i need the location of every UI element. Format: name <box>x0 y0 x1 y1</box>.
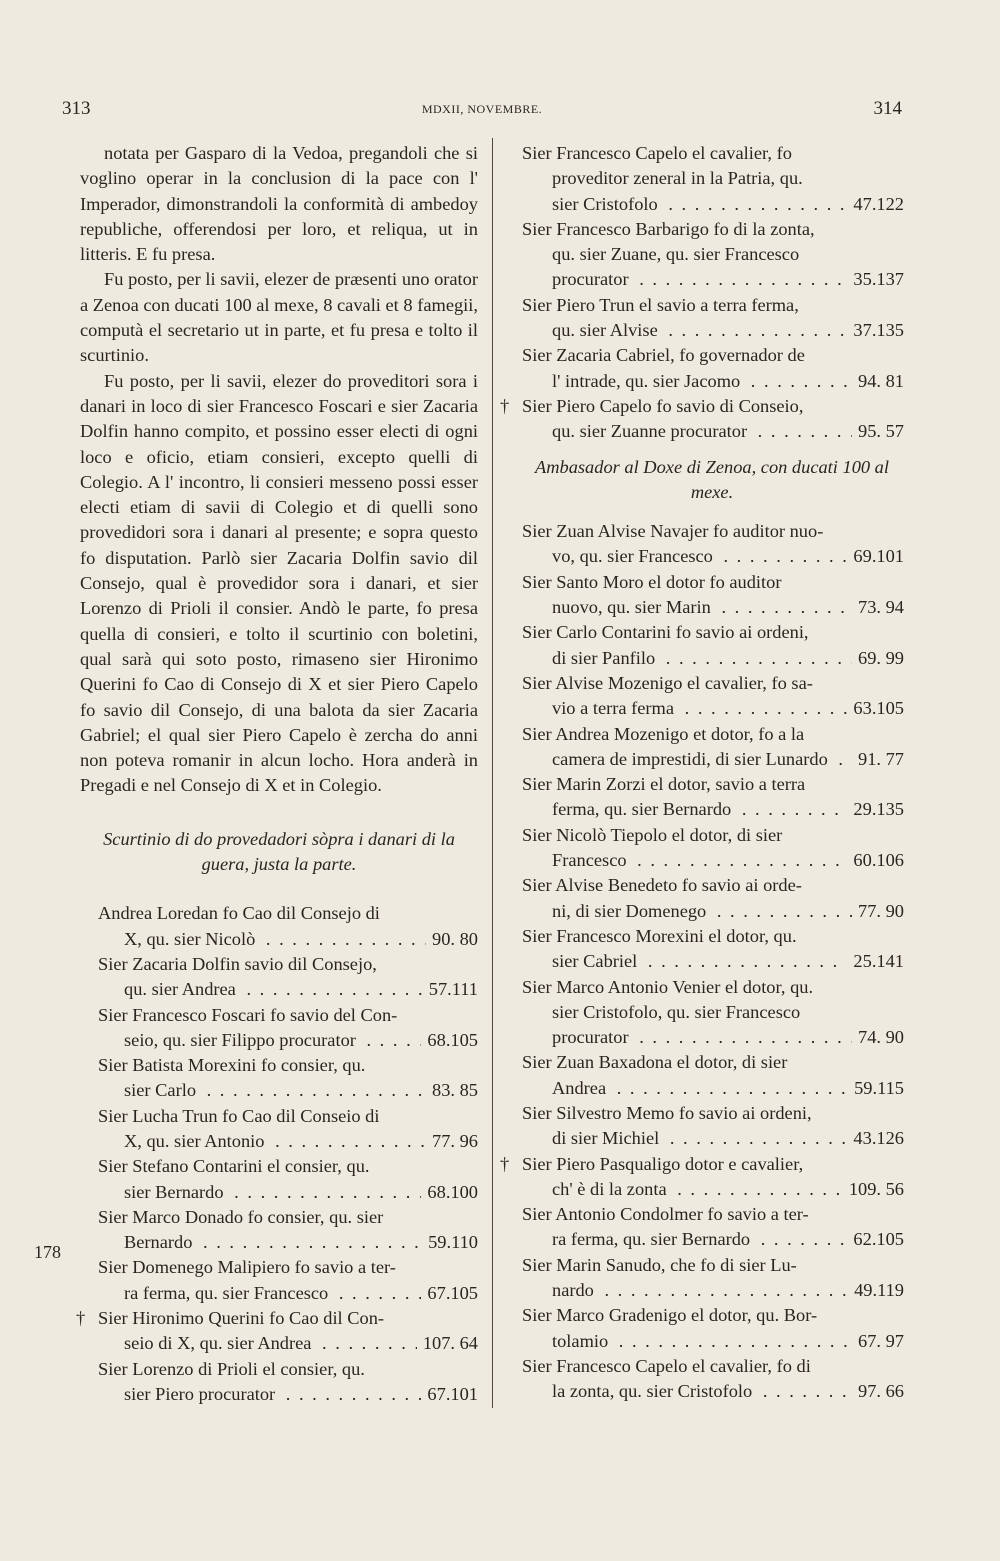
entry-name: Sier Lucha Trun fo Cao dil Conseio di <box>98 1105 380 1126</box>
list-item <box>520 570 904 621</box>
ambassador-list <box>500 519 904 1404</box>
entry-name: Sier Piero Trun el savio a terra ferma, <box>522 294 799 315</box>
entry-name-continued: qu. sier Zuane, qu. sier Francesco <box>552 244 800 265</box>
entry-detail: qu. sier Zuanne procurator <box>552 421 751 441</box>
list-item <box>76 1306 478 1357</box>
vote-count: 91. 77 <box>852 747 904 772</box>
entry-detail: sier Cristofolo <box>552 194 662 214</box>
entry-name-continued: sier Cristofolo, qu. sier Francesco <box>552 1001 801 1022</box>
page-header <box>62 98 902 122</box>
scrutiny-list <box>76 901 478 1407</box>
entry-detail: ferma, qu. sier Bernardo <box>552 799 735 819</box>
left-page-number: 313 <box>62 98 91 119</box>
entry-name: Sier Antonio Condolmer fo savio a ter- <box>522 1204 809 1225</box>
entry-name: Sier Francesco Capelo el cavalier, fo <box>522 143 792 163</box>
dagger-mark: † <box>500 1153 510 1174</box>
entry-name: Sier Francesco Barbarigo fo di la zonta, <box>522 218 815 239</box>
vote-count: 69.101 <box>847 544 904 569</box>
list-item <box>80 952 478 1003</box>
entry-detail: tolamio <box>552 1331 612 1351</box>
list-item <box>520 217 904 293</box>
entry-name: Sier Silvestro Memo fo savio ai ordeni, <box>522 1102 812 1123</box>
vote-count: 67.105 <box>421 1281 478 1306</box>
vote-count: 73. 94 <box>852 595 904 620</box>
entry-name: Sier Francesco Capelo el cavalier, fo di <box>522 1355 811 1376</box>
vote-count: 77. 90 <box>852 899 904 924</box>
entry-detail: l' intrade, qu. sier Jacomo <box>552 371 744 391</box>
vote-count: 74. 90 <box>852 1025 904 1050</box>
entry-detail: ni, di sier Domenego <box>552 901 710 921</box>
entry-detail: seio di X, qu. sier Andrea <box>124 1333 315 1353</box>
entry-detail: di sier Michiel <box>552 1128 663 1148</box>
vote-count: 47.122 <box>847 192 904 217</box>
vote-count: 63.105 <box>847 696 904 721</box>
entry-name: Sier Hironimo Querini fo Cao dil Con- <box>98 1308 385 1329</box>
list-item <box>520 1101 904 1152</box>
right-column <box>500 141 904 1405</box>
list-item <box>520 772 904 823</box>
vote-count: 107. 64 <box>417 1331 478 1356</box>
entry-name: Sier Francesco Morexini el dotor, qu. <box>522 925 797 946</box>
list-item <box>80 1003 478 1054</box>
paragraph: Fu posto, per li savii, elezer de præsenti uno orator a Zenoa con ducati 100 al mexe, 8 cavali et 8 famegii, computà el secretario ut in parte, et fu presa e tolto il scurtinio. <box>80 269 478 366</box>
list-item <box>520 1202 904 1253</box>
entry-detail: sier Cabriel <box>552 951 641 971</box>
list-item <box>80 1205 478 1256</box>
list-item <box>520 671 904 722</box>
entry-name: Sier Marco Donado fo consier, qu. sier <box>98 1206 384 1227</box>
dagger-mark: † <box>76 1308 86 1329</box>
vote-count: 59.110 <box>422 1230 478 1255</box>
entry-detail: nuovo, qu. sier Marin <box>552 597 715 617</box>
vote-count: 62.105 <box>847 1227 904 1252</box>
list-item <box>520 924 904 975</box>
vote-count: 35.137 <box>847 267 904 292</box>
list-item <box>520 975 904 1051</box>
vote-count: 68.105 <box>421 1028 478 1053</box>
entry-detail: Andrea <box>552 1078 610 1098</box>
list-item <box>80 1357 478 1408</box>
list-item <box>520 1303 904 1354</box>
entry-detail: vo, qu. sier Francesco <box>552 546 717 566</box>
entry-name: Sier Piero Pasqualigo dotor e cavalier, <box>522 1153 804 1174</box>
entry-detail: la zonta, qu. sier Cristofolo <box>552 1381 756 1401</box>
list-item <box>80 1255 478 1306</box>
entry-detail: X, qu. sier Antonio <box>124 1131 268 1151</box>
scrutiny-list-continued <box>500 141 904 445</box>
list-item <box>500 394 904 445</box>
entry-name: Sier Domenego Malipiero fo savio a ter- <box>98 1257 396 1278</box>
vote-count: 43.126 <box>847 1126 904 1151</box>
list-item <box>80 901 478 952</box>
vote-count: 25.141 <box>847 949 904 974</box>
list-item <box>520 722 904 773</box>
entry-detail: ch' è di la zonta <box>552 1179 671 1199</box>
vote-count: 37.135 <box>847 318 904 343</box>
vote-count: 83. 85 <box>426 1078 478 1103</box>
left-column <box>76 141 478 1407</box>
entry-name: Sier Zacaria Dolfin savio dil Consejo, <box>98 953 377 974</box>
entry-detail: procurator <box>552 269 633 289</box>
entry-detail: vio a terra ferma <box>552 698 678 718</box>
vote-count: 59.115 <box>848 1076 904 1101</box>
entry-name: Sier Alvise Benedeto fo savio ai orde- <box>522 875 802 896</box>
vote-count: 60.106 <box>847 848 904 873</box>
entry-name: Sier Andrea Mozenigo et dotor, fo a la <box>522 723 805 744</box>
entry-name: Sier Marco Gradenigo el dotor, qu. Bor- <box>522 1305 818 1326</box>
entry-detail: sier Carlo <box>124 1080 200 1100</box>
entry-detail: X, qu. sier Nicolò <box>124 929 259 949</box>
running-title: MDXII, NOVEMBRE. <box>421 102 543 116</box>
vote-count: 90. 80 <box>426 927 478 952</box>
list-item <box>500 1152 904 1203</box>
column-divider <box>492 138 493 1408</box>
vote-count: 67.101 <box>421 1382 478 1407</box>
entry-detail: sier Bernardo <box>124 1182 228 1202</box>
entry-name-continued: proveditor zeneral in la Patria, qu. <box>552 168 803 189</box>
vote-count: 67. 97 <box>852 1329 904 1354</box>
entry-detail: nardo <box>552 1280 598 1300</box>
vote-count: 68.100 <box>421 1180 478 1205</box>
vote-count: 95. 57 <box>852 419 904 444</box>
entry-detail: di sier Panfilo <box>552 648 659 668</box>
entry-name: Sier Marco Antonio Venier el dotor, qu. <box>522 976 814 997</box>
entry-name: Sier Lorenzo di Prioli el consier, qu. <box>98 1358 365 1379</box>
entry-detail: ra ferma, qu. sier Francesco <box>124 1283 332 1303</box>
list-item <box>520 1050 904 1101</box>
right-page-number: 314 <box>873 98 902 119</box>
entry-name: Sier Batista Morexini fo consier, qu. <box>98 1055 366 1076</box>
vote-count: 29.135 <box>847 797 904 822</box>
entry-detail: sier Piero procurator <box>124 1384 279 1404</box>
entry-name: Sier Zacaria Cabriel, fo governador de <box>522 345 805 366</box>
entry-detail: qu. sier Andrea <box>124 979 240 999</box>
list-item <box>80 1104 478 1155</box>
section-heading: Ambasador al Doxe di Zenoa, con ducati 100 al mexe. <box>535 456 889 502</box>
paragraph: notata per Gasparo di la Vedoa, pregandoli che si voglino operar in la conclusion di la pace con l' Imperador, dimonstrandoli la conformità di ambedoy republiche, offerendosi per loro, et reliqua, ut in litteris. E fu presa. <box>80 143 478 265</box>
list-item <box>520 1253 904 1304</box>
entry-detail: qu. sier Alvise <box>552 320 662 340</box>
entry-name: Sier Marin Sanudo, che fo di sier Lu- <box>522 1254 797 1275</box>
entry-name: Sier Zuan Alvise Navajer fo auditor nuo- <box>522 521 824 542</box>
vote-count: 109. 56 <box>843 1177 904 1202</box>
entry-name: Sier Alvise Mozenigo el cavalier, fo sa- <box>522 672 813 693</box>
dagger-mark: † <box>500 395 510 416</box>
list-item <box>520 141 904 217</box>
entry-name: Sier Stefano Contarini el consier, qu. <box>98 1156 370 1177</box>
section-heading: Scurtinio di do provedadori sòpra i danari di la guera, justa la parte. <box>103 828 455 875</box>
entry-detail: Francesco <box>552 850 631 870</box>
vote-count: 69. 99 <box>852 646 904 671</box>
entry-name: Sier Zuan Baxadona el dotor, di sier <box>522 1052 788 1073</box>
entry-detail: ra ferma, qu. sier Bernardo <box>552 1229 754 1249</box>
entry-name: Andrea Loredan fo Cao dil Consejo di <box>98 903 380 924</box>
entry-detail: Bernardo <box>124 1232 196 1252</box>
entry-detail: seio, qu. sier Filippo procurator <box>124 1030 360 1050</box>
list-item <box>520 823 904 874</box>
vote-count: 97. 66 <box>852 1379 904 1404</box>
paragraph: Fu posto, per li savii, elezer do proveditori sora i danari in loco di sier Francesco Foscari e sier Zacaria Dolfin hanno compito, et possino esser electi di ogni loco e oficio, etiam consieri, excepto quelli di Colegio. A l' incontro, li consieri messeno possi esser electi etiam di savii di Colegio et di quelli sono provedidori sora i danari al presente; e sopra questo fo disputation. Parlò sier Zacaria Dolfin savio dil Consejo, qual è provedidor sora i danari, et sier Lorenzo di Prioli il consier. Andò le parte, fo presa quella di consieri, e tolto il scurtinio con boletini, qual sarà qui soto posto, rimaseno sier Hironimo Querini fo Cao di Consejo di X et sier Piero Capelo fo savio dil Consejo, di una balota da sier Zacaria Gabriel; el qual sier Piero Capelo è zercha do anni non poteva romanir in alcun locho. Hora anderà in Pregadi e nel Consejo di X et in Colegio. <box>80 370 478 796</box>
vote-count: 94. 81 <box>852 369 904 394</box>
list-item <box>520 620 904 671</box>
margin-note: 178 <box>34 1242 61 1262</box>
vote-count: 57.111 <box>423 977 478 1002</box>
entry-detail: procurator <box>552 1027 633 1047</box>
entry-name: Sier Santo Moro el dotor fo auditor <box>522 571 782 592</box>
list-item <box>520 293 904 344</box>
entry-detail: camera de imprestidi, di sier Lunardo <box>552 749 832 769</box>
vote-count: 49.119 <box>848 1278 904 1303</box>
entry-name: Sier Nicolò Tiepolo el dotor, di sier <box>522 824 783 845</box>
entry-name: Sier Marin Zorzi el dotor, savio a terra <box>522 774 806 795</box>
list-item <box>520 1354 904 1405</box>
list-item <box>520 343 904 394</box>
list-item <box>520 873 904 924</box>
list-item <box>80 1154 478 1205</box>
entry-name: Sier Piero Capelo fo savio di Conseio, <box>522 395 804 416</box>
list-item <box>80 1053 478 1104</box>
vote-count: 77. 96 <box>426 1129 478 1154</box>
entry-name: Sier Francesco Foscari fo savio del Con- <box>98 1004 398 1025</box>
list-item <box>520 519 904 570</box>
entry-name: Sier Carlo Contarini fo savio ai ordeni, <box>522 622 809 643</box>
